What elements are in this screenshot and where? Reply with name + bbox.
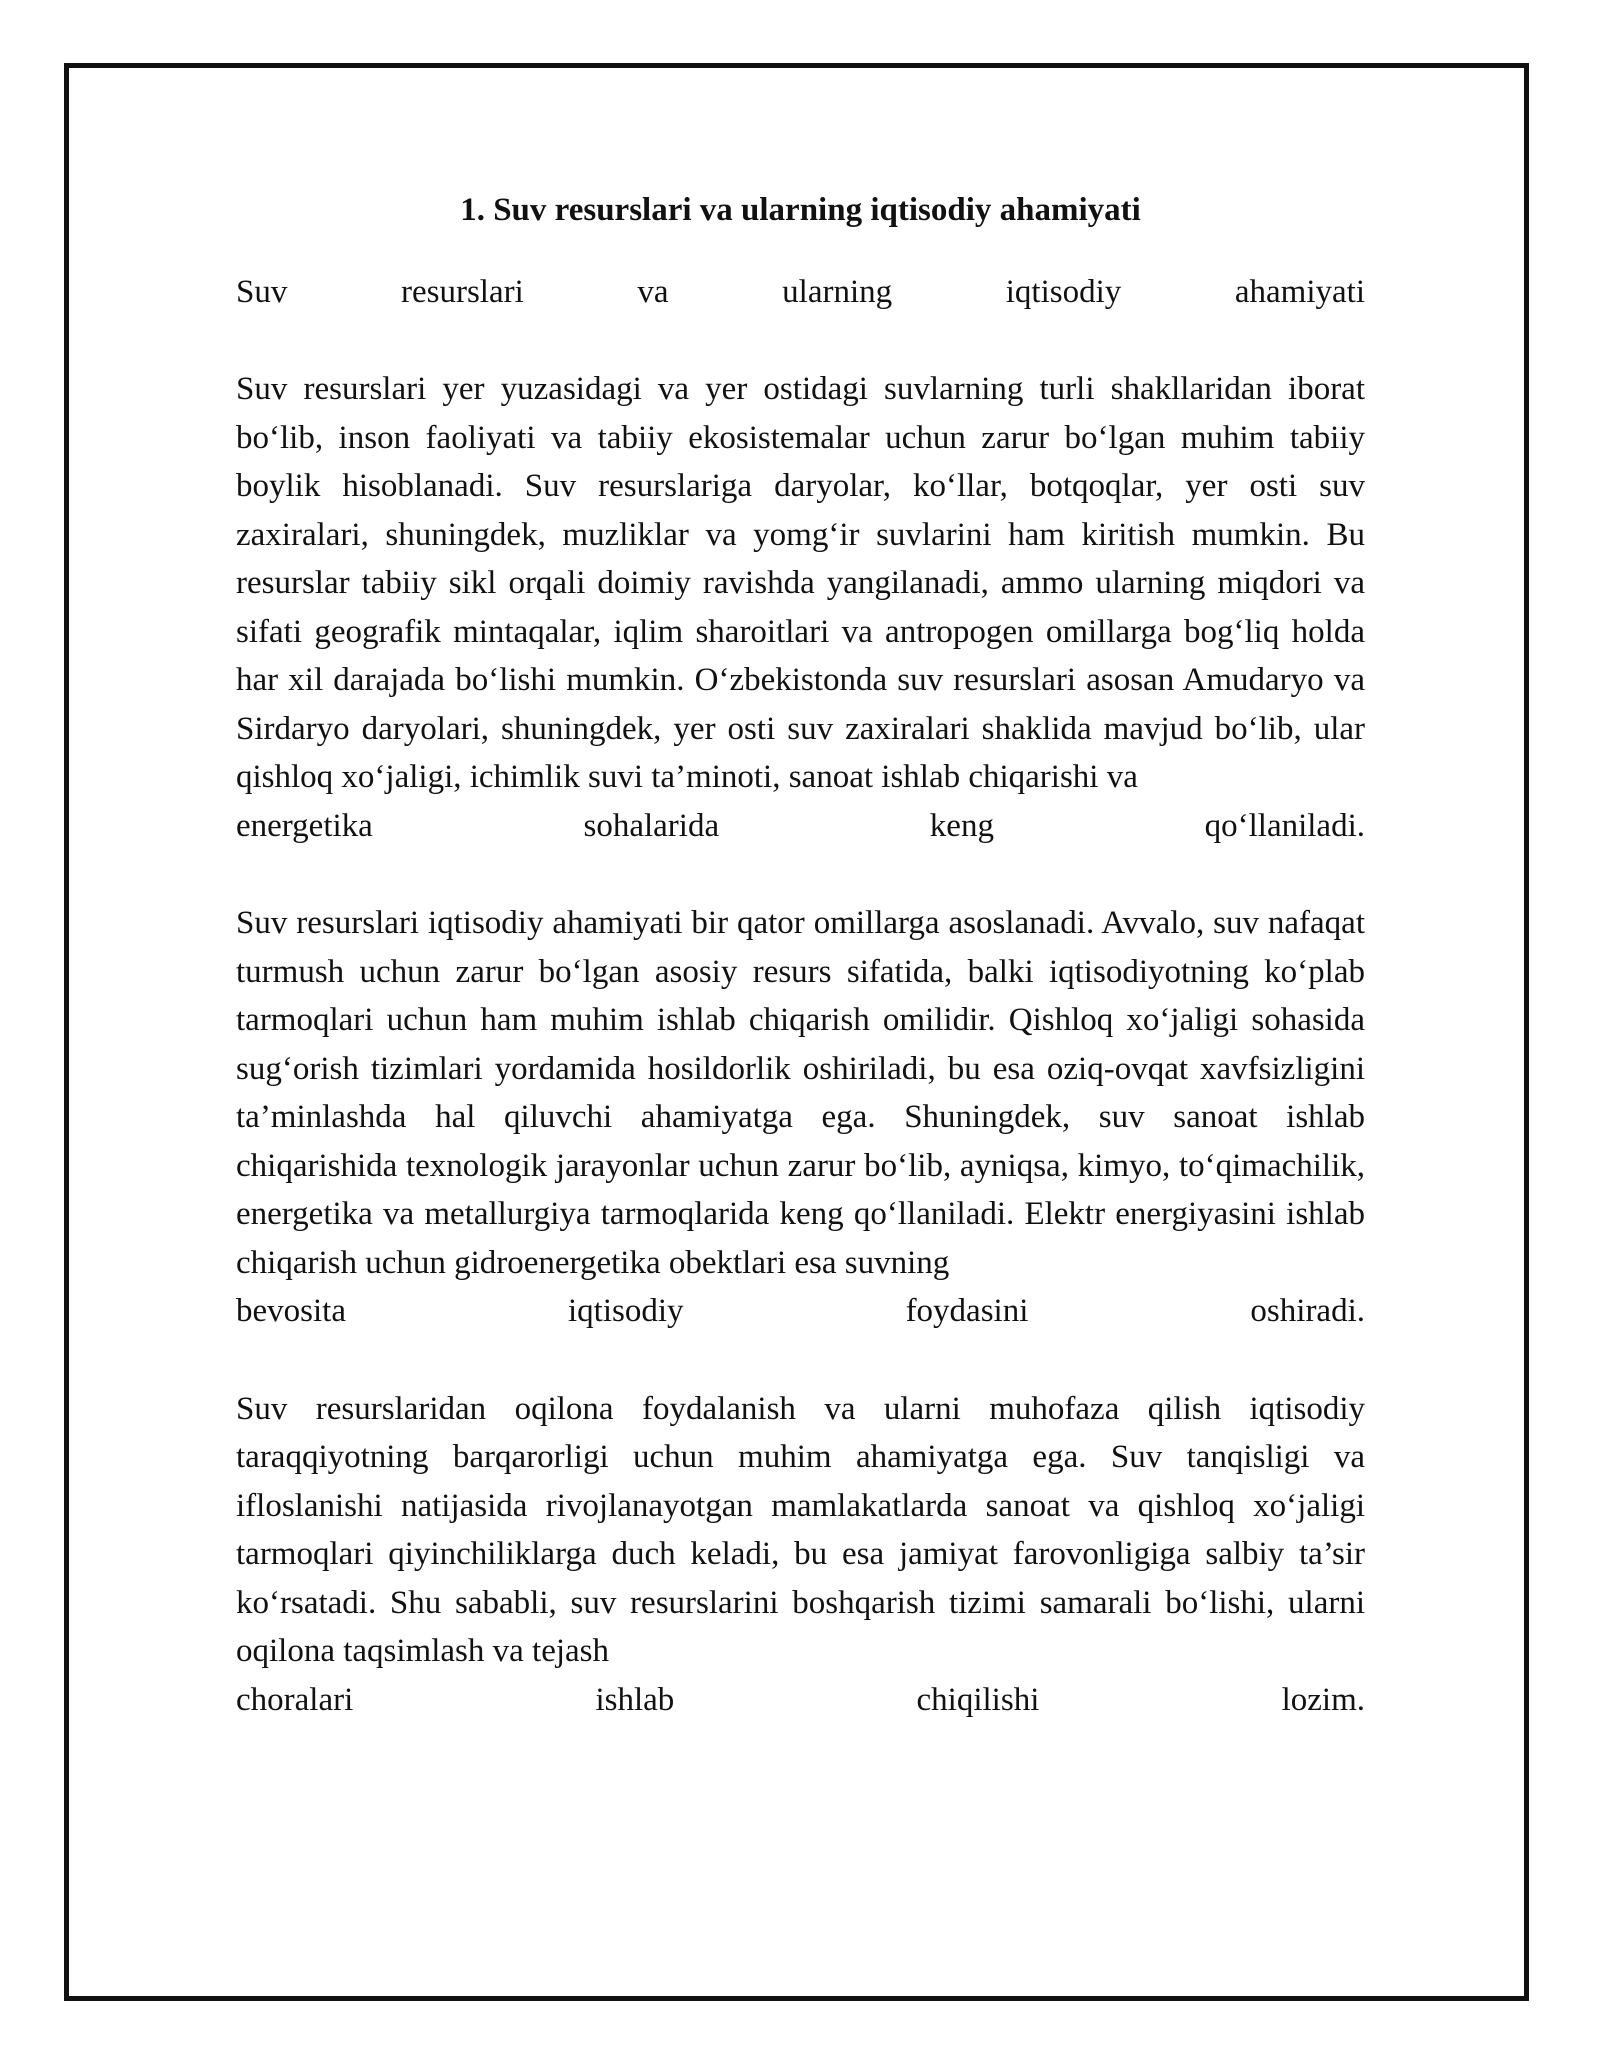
paragraph-gap <box>236 850 1365 899</box>
paragraph-3 <box>236 1385 1365 1725</box>
paragraph-3-body: Suv resurslaridan oqilona foydalanish va ularni muhofaza qilish iqtisodiy taraqqiyotning barqarorligi uchun muhim ahamiyatga ega. Suv tanqisligi va ifloslanishi natijasida rivojlanayotgan mamlakatlarda sanoat va qishloq xo‘jaligi tarmoqlari qiyinchiliklarga duch keladi, bu esa jamiyat farovonligiga salbiy ta’sir ko‘rsatadi. Shu sababli, suv resurslarini boshqarish tizimi samarali bo‘lishi, ularni oqilona taqsimlash va tejash <box>236 1390 1365 1669</box>
paragraph-3-last-line: choralari ishlab chiqilishi lozim. <box>236 1681 1365 1718</box>
paragraph-1-last-line: energetika sohalarida keng qo‘llaniladi. <box>236 807 1365 844</box>
paragraph-1 <box>236 365 1365 850</box>
document-title: 1. Suv resurslari va ularning iqtisodiy ahamiyati <box>460 192 1141 228</box>
paragraph-gap <box>236 316 1365 365</box>
paragraph-1-body: Suv resurslari yer yuzasidagi va yer ostidagi suvlarning turli shakllaridan iborat bo‘lib, inson faoliyati va tabiiy ekosistemalar uchun zarur bo‘lgan muhim tabiiy boylik hisoblanadi. Suv resurslariga daryolar, ko‘llar, botqoqlar, yer osti suv zaxiralari, shuningdek, muzliklar va yomg‘ir suvlarini ham kiritish mumkin. Bu resurslar tabiiy sikl orqali doimiy ravishda yangilanadi, ammo ularning miqdori va sifati geografik mintaqalar, iqlim sharoitlari va antropogen omillarga bog‘liq holda har xil darajada bo‘lishi mumkin. O‘zbekistonda suv resurslari asosan Amudaryo va Sirdaryo daryolari, shuningdek, yer osti suv zaxiralari shaklida mavjud bo‘lib, ular qishloq xo‘jaligi, ichimlik suvi ta’minoti, sanoat ishlab chiqarishi va <box>236 371 1365 795</box>
paragraph-2-last-line: bevosita iqtisodiy foydasini oshiradi. <box>236 1293 1365 1329</box>
paragraph-2-body: Suv resurslari iqtisodiy ahamiyati bir qator omillarga asoslanadi. Avvalo, suv nafaqat turmush uchun zarur bo‘lgan asosiy resurs sifatida, balki iqtisodiyotning ko‘plab tarmoqlari uchun ham muhim ishlab chiqarish omilidir. Qishloq xo‘jaligi sohasida sug‘orish tizimlari yordamida hosildorlik oshiriladi, bu esa oziq-ovqat xavfsizligini ta’minlashda hal qiluvchi ahamiyatga ega. Shuningdek, suv sanoat ishlab chiqarishida texnologik jarayonlar uchun zarur bo‘lib, ayniqsa, kimyo, to‘qimachilik, energetika va metallurgiya tarmoqlarida keng qo‘llaniladi. Elektr energiyasini ishlab chiqarish uchun gidroenergetika obektlari esa suvning <box>236 905 1365 1281</box>
document-content <box>236 190 1365 1724</box>
paragraph-2 <box>236 899 1365 1336</box>
paragraph-gap <box>236 1336 1365 1385</box>
subtitle-line: Suv resurslari va ularning iqtisodiy ahamiyati <box>236 274 1365 310</box>
